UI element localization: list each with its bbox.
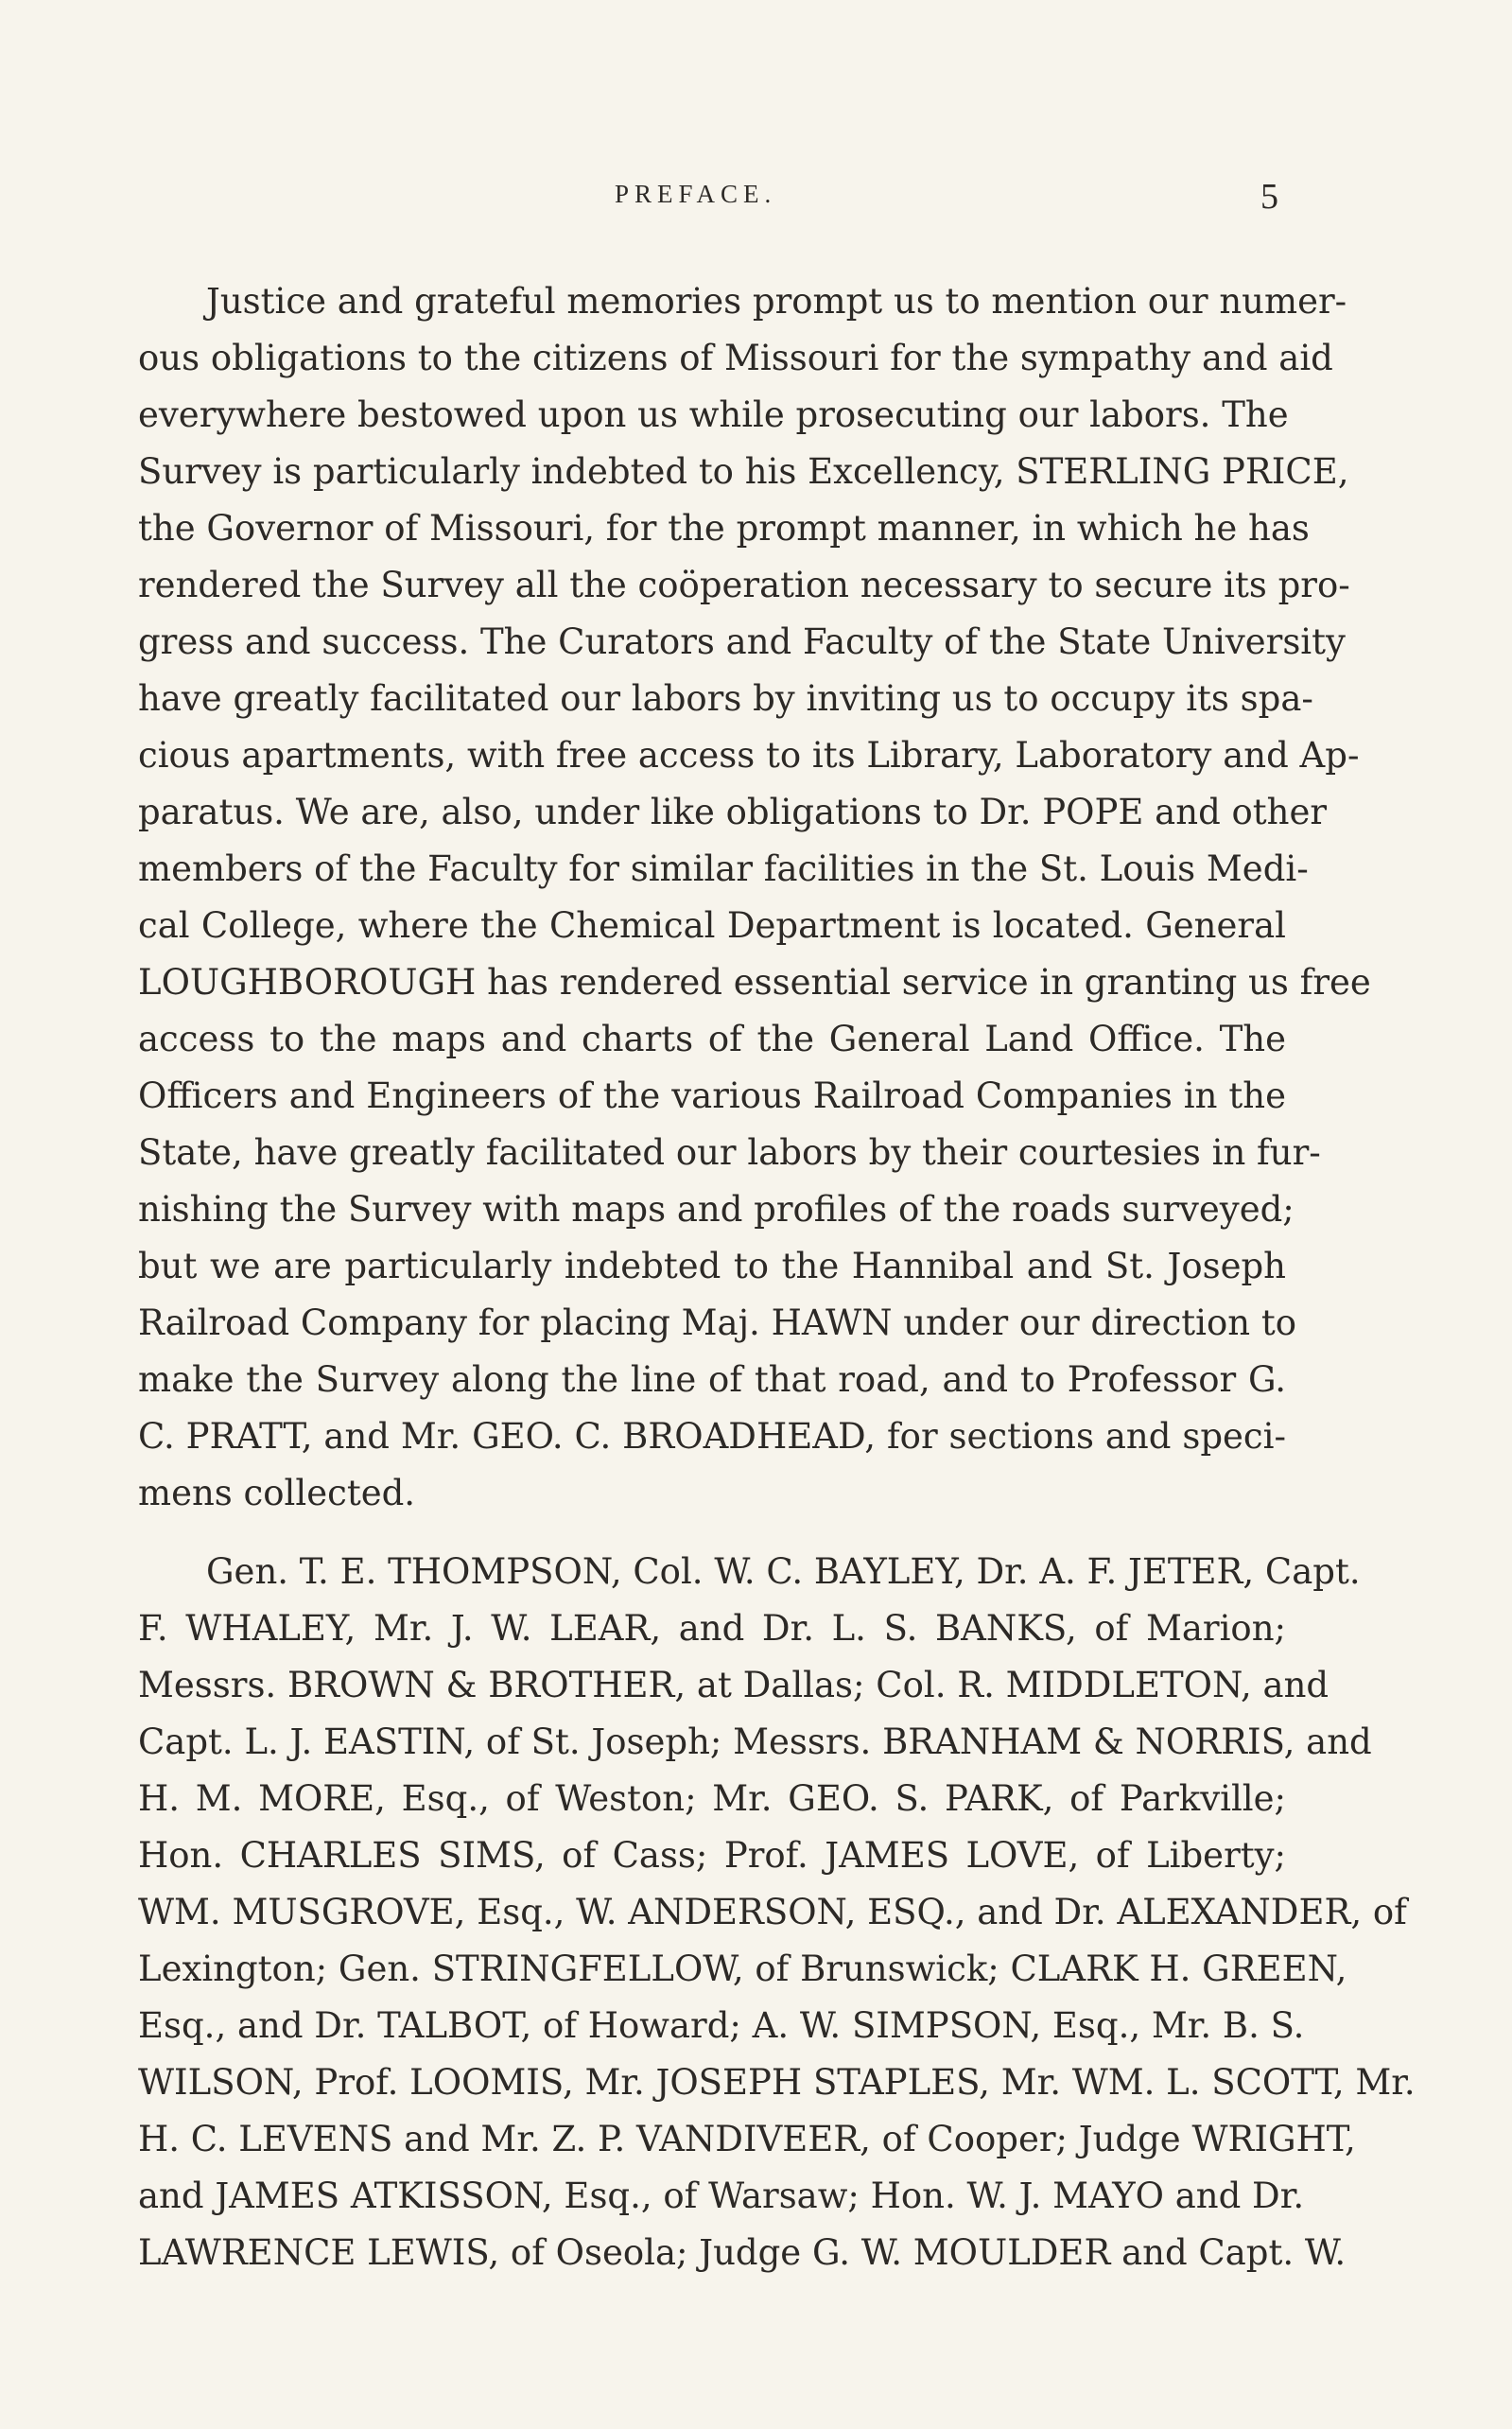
text-line: cious apartments, with free access to its Library, Laboratory and Ap- xyxy=(138,735,1360,776)
text-line: gress and success. The Curators and Faculty of the State University xyxy=(138,621,1346,662)
running-title: PREFACE. xyxy=(615,180,777,208)
text-line: LOUGHBOROUGH has rendered essential service in granting us free xyxy=(138,962,1371,1003)
text-line: but we are particularly indebted to the Hannibal and St. Joseph xyxy=(138,1246,1286,1286)
text-line: and JAMES ATKISSON, Esq., of Warsaw; Hon. W. J. MAYO and Dr. xyxy=(138,2176,1305,2216)
text-line: H. C. LEVENS and Mr. Z. P. VANDIVEER, of Cooper; Judge WRIGHT, xyxy=(138,2119,1356,2159)
text-line: everywhere bestowed upon us while prosecuting our labors. The xyxy=(138,394,1289,435)
text-line: paratus. We are, also, under like obligations to Dr. POPE and other xyxy=(138,792,1328,832)
text-line: Hon. CHARLES SIMS, of Cass; Prof. JAMES LOVE, of Liberty; xyxy=(138,1835,1286,1876)
text-line: F. WHALEY, Mr. J. W. LEAR, and Dr. L. S. BANKS, of Marion; xyxy=(138,1608,1286,1649)
text-line: Gen. T. E. THOMPSON, Col. W. C. BAYLEY, Dr. A. F. JETER, Capt. xyxy=(206,1551,1361,1592)
text-line: Railroad Company for placing Maj. HAWN under our direction to xyxy=(138,1302,1297,1343)
text-line: Messrs. BROWN & BROTHER, at Dallas; Col. R. MIDDLETON, and xyxy=(138,1665,1330,1705)
paragraph-names-list xyxy=(138,1544,1416,2281)
text-line: Esq., and Dr. TALBOT, of Howard; A. W. SIMPSON, Esq., Mr. B. S. xyxy=(138,2005,1305,2046)
text-line: access to the maps and charts of the General Land Office. The xyxy=(138,1019,1286,1059)
text-line: nishing the Survey with maps and profiles of the roads surveyed; xyxy=(138,1189,1295,1230)
page-number: 5 xyxy=(1260,177,1278,217)
text-line: cal College, where the Chemical Department is located. General xyxy=(138,905,1286,946)
text-line: the Governor of Missouri, for the prompt manner, in which he has xyxy=(138,508,1310,549)
text-line: Officers and Engineers of the various Railroad Companies in the xyxy=(138,1075,1286,1116)
text-line: have greatly facilitated our labors by inviting us to occupy its spa- xyxy=(138,678,1313,719)
text-line: Survey is particularly indebted to his Excellency, STERLING PRICE, xyxy=(138,451,1349,492)
text-line: H. M. MORE, Esq., of Weston; Mr. GEO. S. PARK, of Parkville; xyxy=(138,1778,1286,1819)
text-line: members of the Faculty for similar facilities in the St. Louis Medi- xyxy=(138,848,1309,889)
text-line: mens collected. xyxy=(138,1473,416,1513)
text-line: WM. MUSGROVE, Esq., W. ANDERSON, ESQ., and Dr. ALEXANDER, of xyxy=(138,1892,1407,1932)
text-line: make the Survey along the line of that road, and to Professor G. xyxy=(138,1359,1286,1400)
text-line: Lexington; Gen. STRINGFELLOW, of Brunswick; CLARK H. GREEN, xyxy=(138,1948,1347,1989)
text-line: LAWRENCE LEWIS, of Oseola; Judge G. W. MOULDER and Capt. W. xyxy=(138,2232,1347,2273)
text-line: rendered the Survey all the coöperation necessary to secure its pro- xyxy=(138,565,1350,605)
text-line: State, have greatly facilitated our labors by their courtesies in fur- xyxy=(138,1132,1321,1173)
running-head xyxy=(0,177,1512,218)
text-line: Justice and grateful memories prompt us to mention our numer- xyxy=(206,281,1347,322)
text-line: Capt. L. J. EASTIN, of St. Joseph; Messrs. BRANHAM & NORRIS, and xyxy=(138,1721,1372,1762)
paragraph-acknowledgements xyxy=(138,273,1371,1522)
text-line: ous obligations to the citizens of Missouri for the sympathy and aid xyxy=(138,338,1333,378)
text-line: C. PRATT, and Mr. GEO. C. BROADHEAD, for sections and speci- xyxy=(138,1416,1286,1457)
text-line: WILSON, Prof. LOOMIS, Mr. JOSEPH STAPLES, Mr. WM. L. SCOTT, Mr. xyxy=(138,2062,1416,2103)
